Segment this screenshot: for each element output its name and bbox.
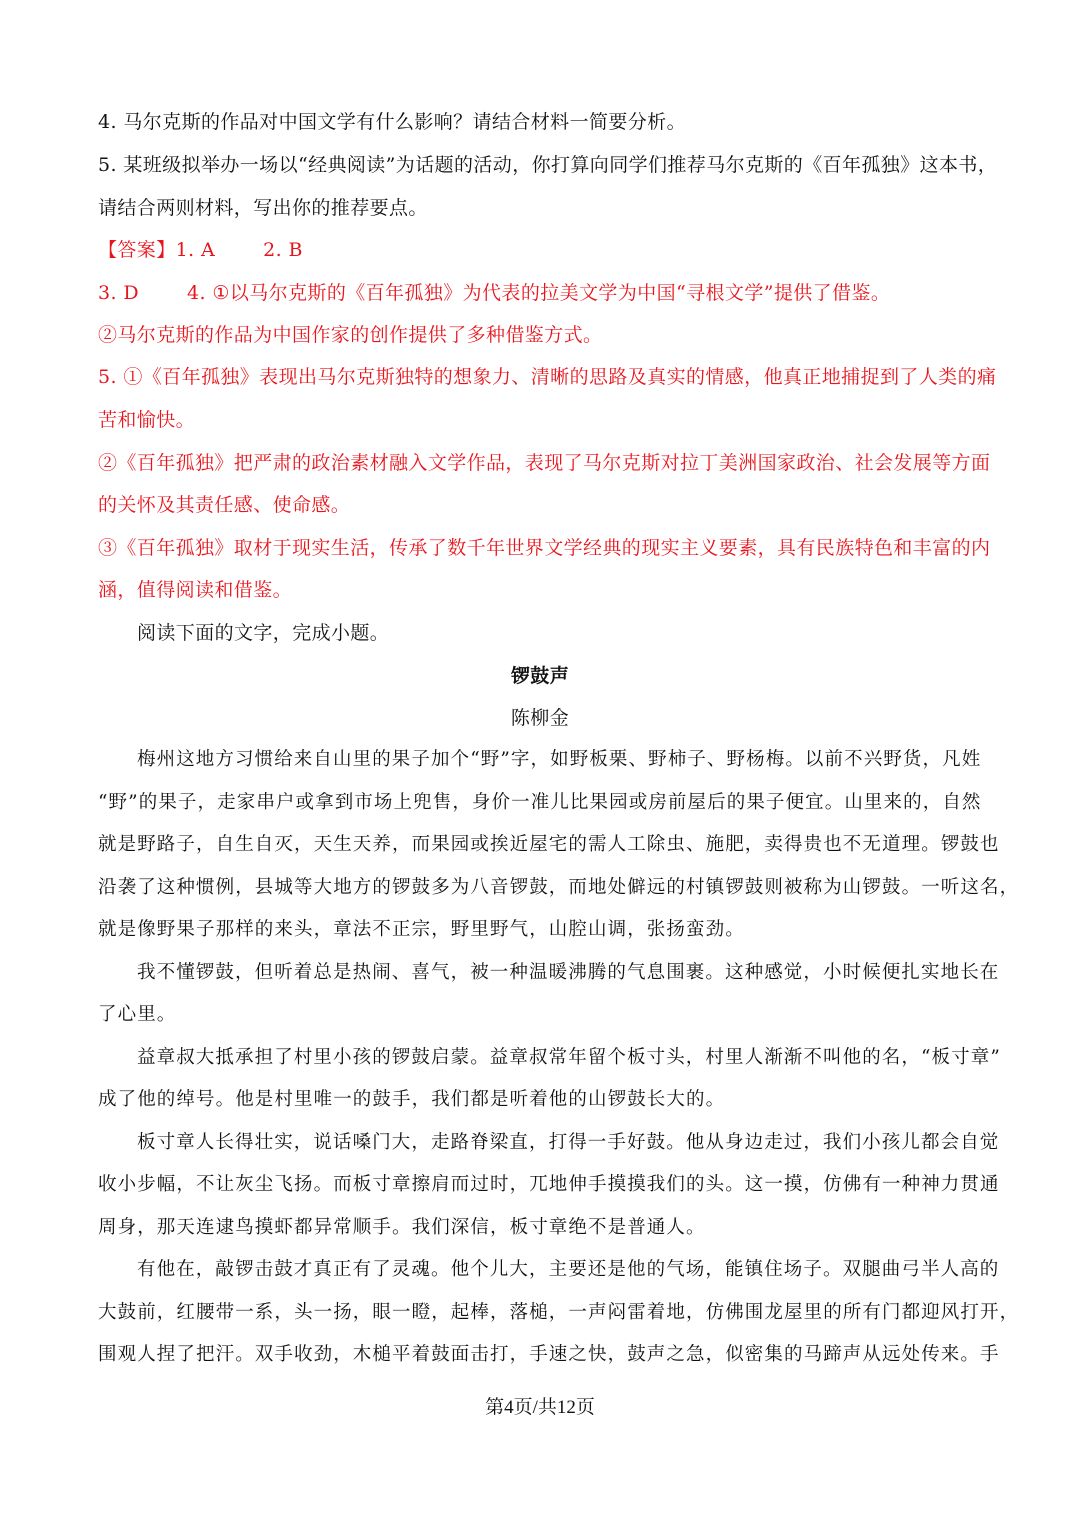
story-title: 锣鼓声	[510, 665, 570, 687]
answer-tag: 【答案】	[98, 239, 176, 261]
answer-4-line-1: 4. ①以马尔克斯的《百年孤独》为代表的拉美文学为中国“寻根文学”提供了借鉴。	[187, 282, 891, 304]
answer-5-line-4: 的关怀及其责任感、使命感。	[98, 494, 351, 516]
story-line: 益章叔大抵承担了村里小孩的锣鼓启蒙。益章叔常年留个板寸头，村里人渐渐不叫他的名，“板寸章”	[137, 1047, 1001, 1068]
answer-4-line-2: ②马尔克斯的作品为中国作家的创作提供了多种借鉴方式。	[98, 324, 603, 346]
story-line: 有他在，敲锣击鼓才真正有了灵魂。他个儿大，主要还是他的气场，能镇住场子。双腿曲弓半人高的	[137, 1259, 1000, 1280]
story-line: 梅州这地方习惯给来自山里的果子加个“野”字，如野板栗、野柿子、野杨梅。以前不兴野货，凡姓	[137, 749, 982, 770]
answer-1: 1. A	[175, 239, 216, 261]
answer-row-1	[98, 238, 982, 262]
answer-5-line-2: 苦和愉快。	[98, 409, 196, 431]
story-line: 我不懂锣鼓，但听着总是热闹、喜气，被一种温暖沸腾的气息围裹。这种感觉，小时候便扎实地长在	[137, 962, 1000, 983]
answer-row-2	[98, 281, 982, 305]
reading-instruction: 阅读下面的文字，完成小题。	[137, 622, 390, 644]
story-line: 收小步幅，不让灰尘飞扬。而板寸章擦肩而过时，兀地伸手摸摸我们的头。这一摸，仿佛有一种神力贯通	[98, 1174, 1000, 1195]
answer-3: 3. D	[98, 282, 140, 304]
story-line: “野”的果子，走家串户或拿到市场上兜售，身价一准儿比果园或房前屋后的果子便宜。山里来的，自然	[98, 792, 982, 813]
question-5-line-1: 5. 某班级拟举办一场以“经典阅读”为话题的活动，你打算向同学们推荐马尔克斯的《百年孤独》这本书，	[98, 154, 998, 176]
answer-5-line-5: ③《百年孤独》取材于现实生活，传承了数千年世界文学经典的现实主义要素，具有民族特色和丰富的内	[98, 537, 991, 559]
story-line: 沿袭了这种惯例，县城等大地方的锣鼓多为八音锣鼓，而地处僻远的村镇锣鼓则被称为山锣鼓。一听这名，	[98, 877, 1020, 898]
story-line: 板寸章人长得壮实，说话嗓门大，走路脊梁直，打得一手好鼓。他从身边走过，我们小孩儿都会自觉	[137, 1132, 1000, 1153]
question-4: 4. 马尔克斯的作品对中国文学有什么影响？请结合材料一简要分析。	[98, 111, 686, 133]
story-author: 陈柳金	[510, 707, 570, 729]
answer-5-line-1: 5. ①《百年孤独》表现出马尔克斯独特的想象力、清晰的思路及真实的情感，他真正地捕捉到了人类的痛	[98, 366, 997, 388]
story-line: 周身，那天连逮鸟摸虾都异常顺手。我们深信，板寸章绝不是普通人。	[98, 1217, 706, 1238]
answer-5-line-3: ②《百年孤独》把严肃的政治素材融入文学作品，表现了马尔克斯对拉丁美洲国家政治、社会发展等方面	[98, 452, 991, 474]
story-line: 就是野路子，自生自灭，天生天养，而果园或挨近屋宅的需人工除虫、施肥，卖得贵也不无道理。锣鼓也	[98, 834, 1000, 855]
question-5-line-2: 请结合两则材料，写出你的推荐要点。	[98, 197, 428, 219]
story-line: 了心里。	[98, 1004, 177, 1025]
story-line: 成了他的绰号。他是村里唯一的鼓手，我们都是听着他的山锣鼓长大的。	[98, 1089, 726, 1110]
page-number: 第4页/共12页	[485, 1397, 595, 1418]
answer-2: 2. B	[263, 239, 303, 261]
story-line: 大鼓前，红腰带一系，头一扬，眼一瞪，起棒，落槌，一声闷雷着地，仿佛围龙屋里的所有门都迎风打开，	[98, 1302, 1020, 1323]
answer-5-line-6: 涵，值得阅读和借鉴。	[98, 579, 293, 601]
story-line: 围观人捏了把汗。双手收劲，木槌平着鼓面击打，手速之快，鼓声之急，似密集的马蹄声从远处传来。手	[98, 1344, 1000, 1365]
story-line: 就是像野果子那样的来头，章法不正宗，野里野气，山腔山调，张扬蛮劲。	[98, 919, 745, 940]
